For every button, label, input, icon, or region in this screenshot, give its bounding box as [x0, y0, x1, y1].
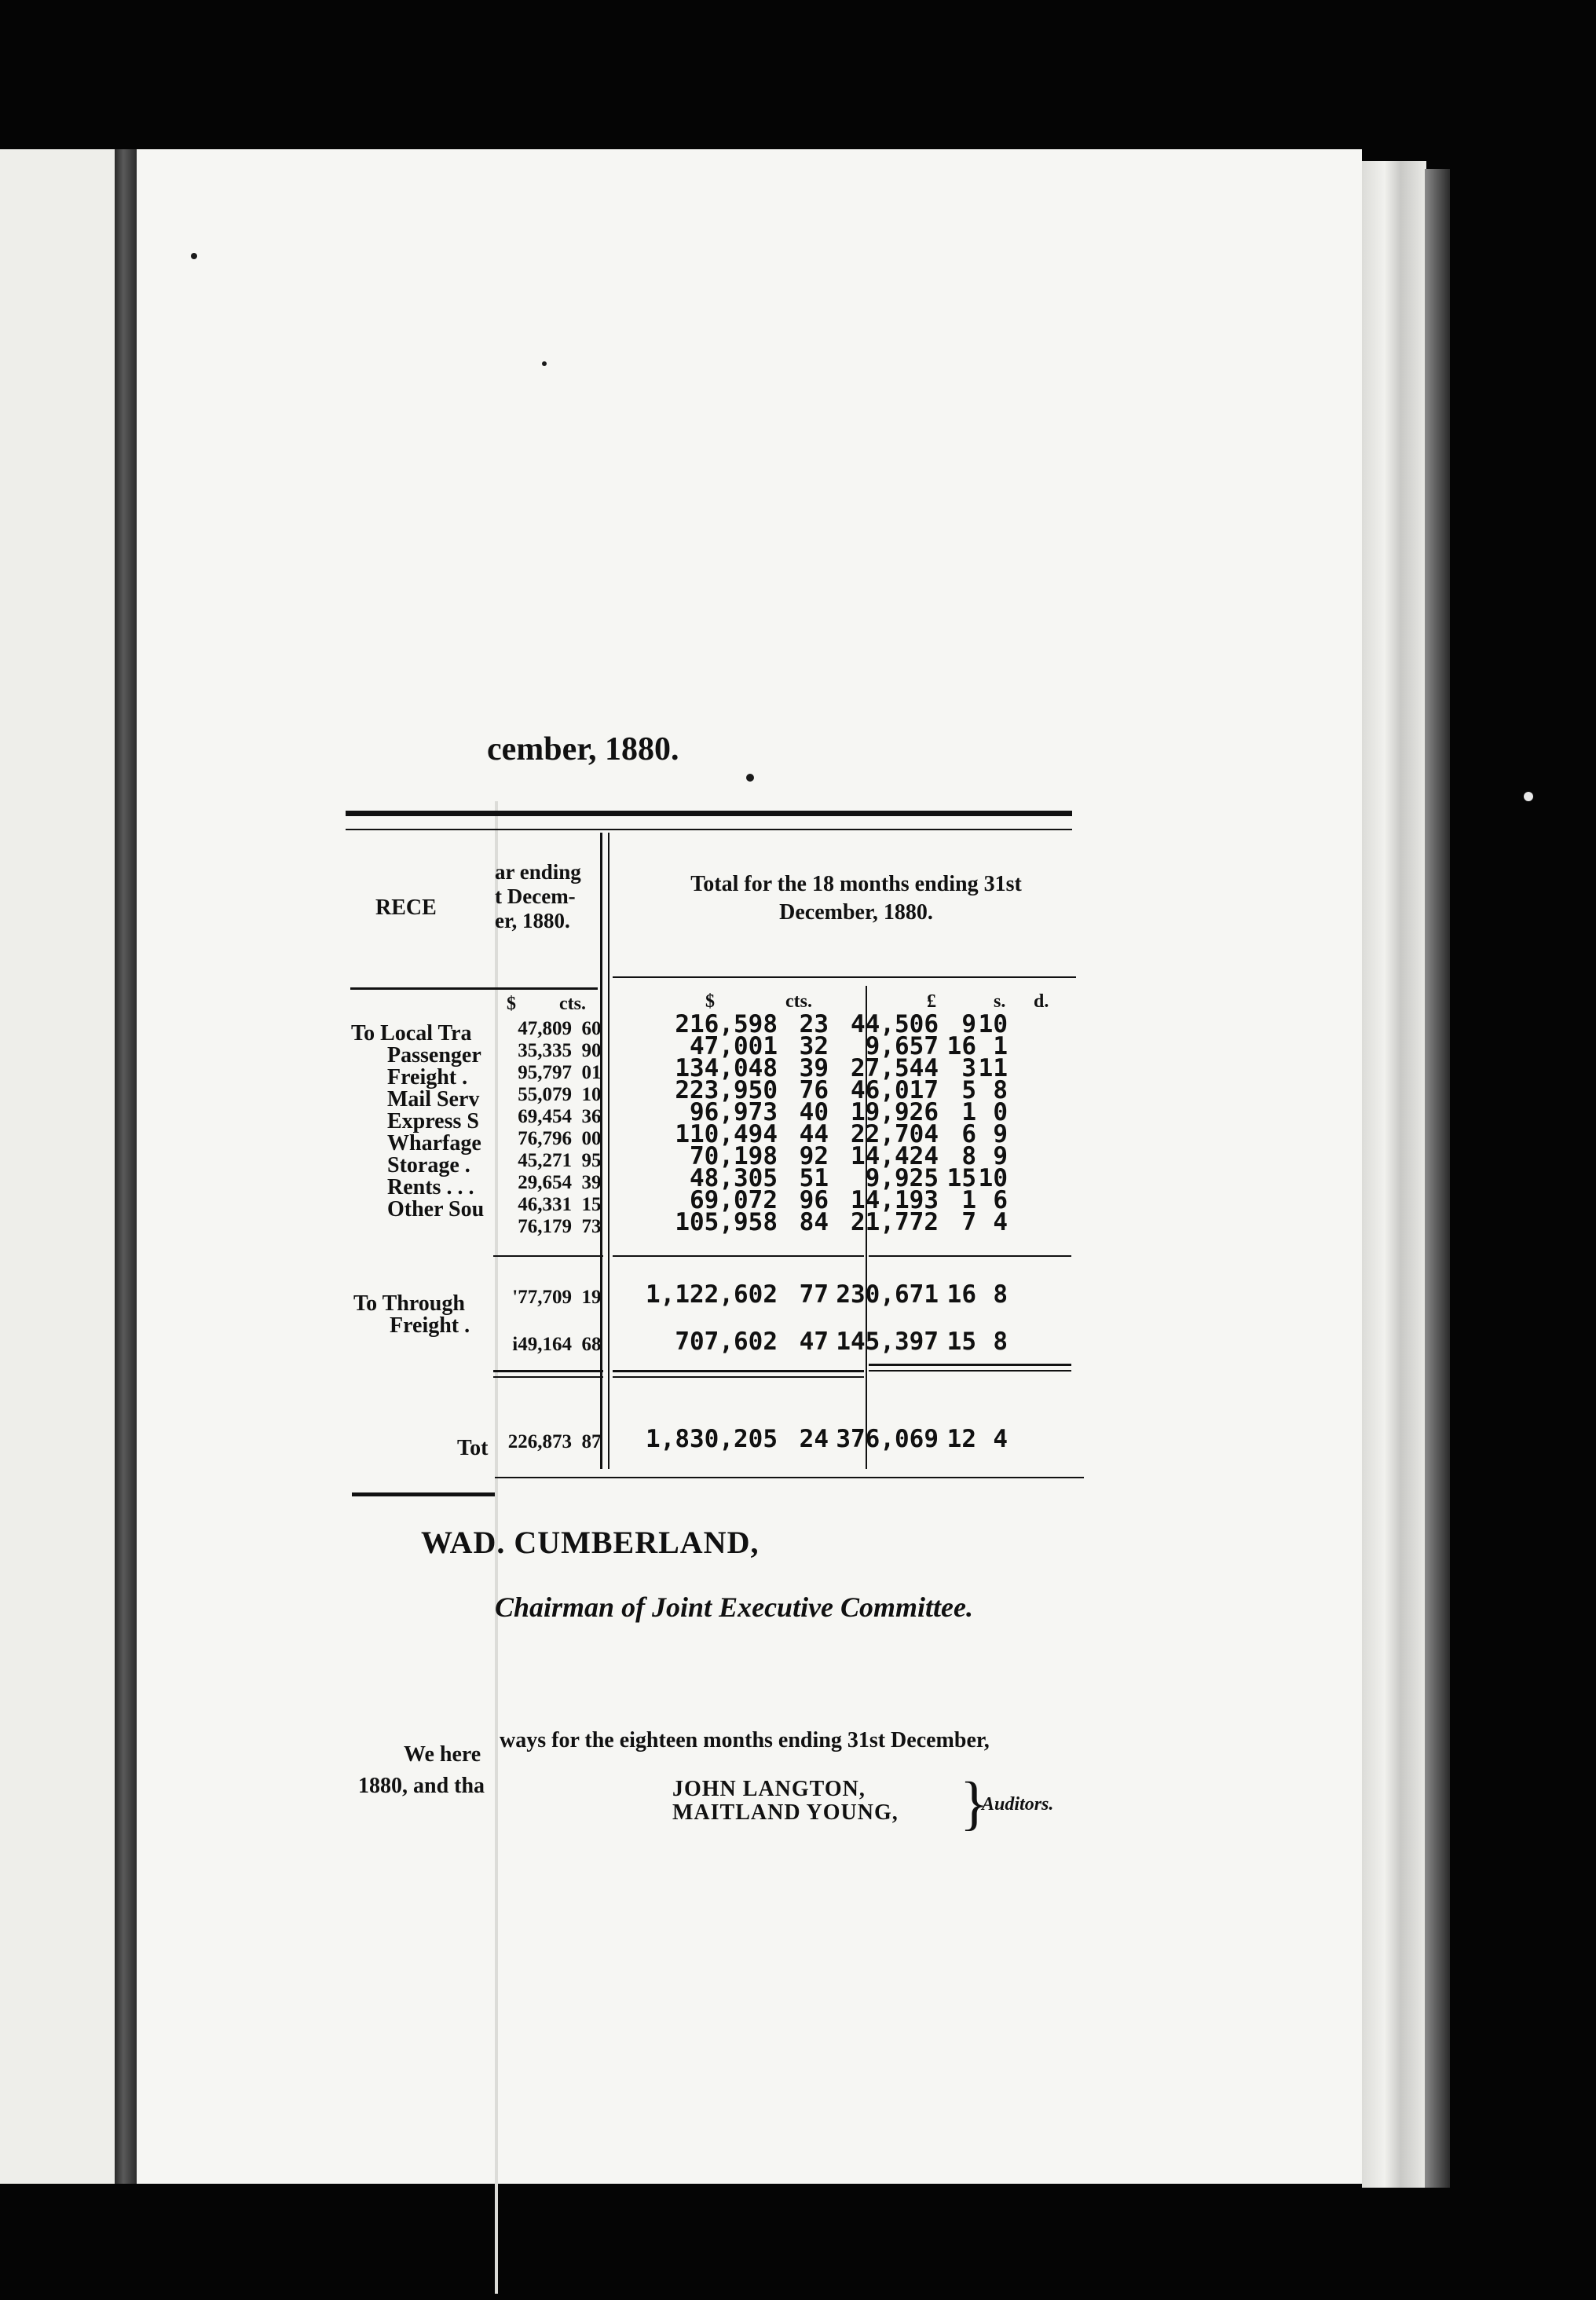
- amount-pence: 6: [993, 1186, 1008, 1214]
- amount-pounds: 44,506: [851, 1010, 939, 1038]
- header-line: t Decem-: [495, 884, 576, 908]
- header-rule: [613, 976, 1076, 978]
- amount-pounds: 27,544: [851, 1054, 939, 1082]
- unit-dollar: $: [507, 994, 516, 1014]
- row-label: Freight .: [387, 1065, 468, 1090]
- through-labels: [353, 1293, 470, 1337]
- total-rule: [869, 1370, 1071, 1372]
- row-label: Other Sou: [387, 1197, 485, 1221]
- amount-dollars: 46,331: [518, 1194, 572, 1215]
- row-label: Storage .: [387, 1153, 470, 1177]
- amount-pounds: 230,671: [836, 1280, 939, 1309]
- bottom-rule: [352, 1492, 495, 1496]
- certificate-text: 1880, and tha: [358, 1774, 485, 1798]
- amount-pence: 10: [978, 1164, 1008, 1192]
- amount-cents: 96: [799, 1186, 829, 1214]
- amount-pence: 4: [993, 1425, 1008, 1453]
- amount-dollars: 707,602: [675, 1328, 778, 1356]
- amount-cents: 44: [799, 1120, 829, 1148]
- total-label: Tot: [457, 1436, 489, 1460]
- top-rule: [346, 811, 1072, 816]
- amount-cents: 36: [581, 1106, 602, 1127]
- fold-shadow: [1425, 169, 1450, 2188]
- page-stack-edge: [1362, 161, 1426, 2188]
- amount-cents: 95: [581, 1150, 602, 1171]
- amount-cents: 15: [581, 1194, 602, 1215]
- amount-cents: 01: [581, 1062, 602, 1083]
- total-rule: [493, 1376, 603, 1378]
- amount-pence: 8: [993, 1280, 1008, 1309]
- unit-pence: d.: [1034, 991, 1049, 1012]
- amount-dollars: 70,198: [690, 1142, 778, 1170]
- page-title: cember, 1880.: [487, 731, 679, 767]
- amount-cents: 60: [581, 1018, 602, 1039]
- row-label: To Local Tra: [351, 1021, 472, 1046]
- amount-dollars: 45,271: [518, 1150, 572, 1171]
- amount-dollars: 47,001: [690, 1032, 778, 1060]
- amount-cents: 19: [581, 1287, 602, 1308]
- amount-pounds: 14,193: [851, 1186, 939, 1214]
- row-label: Freight .: [390, 1313, 470, 1338]
- header-rule: [350, 987, 598, 990]
- column-header-year: [495, 860, 581, 933]
- row-label: To Through: [353, 1291, 465, 1316]
- amount-cents: 47: [799, 1328, 829, 1356]
- amount-dollars: 105,958: [675, 1208, 778, 1236]
- amount-pence: 1: [993, 1032, 1008, 1060]
- amount-dollars: 35,335: [518, 1040, 572, 1061]
- amount-cents: 51: [799, 1164, 829, 1192]
- amount-dollars: '77,709: [512, 1287, 572, 1308]
- amount-dollars: i49,164: [512, 1334, 572, 1355]
- amount-dollars: 48,305: [690, 1164, 778, 1192]
- year-column-values: [493, 1018, 611, 1238]
- amount-pounds: 46,017: [851, 1076, 939, 1104]
- amount-dollars: 76,179: [518, 1216, 572, 1237]
- amount-dollars: 69,072: [690, 1186, 778, 1214]
- amount-pence: 9: [993, 1142, 1008, 1170]
- subtotal-rule: [493, 1255, 603, 1257]
- unit-dollar: $: [705, 991, 715, 1012]
- table-row: [493, 1062, 611, 1084]
- amount-cents: 24: [799, 1425, 829, 1453]
- amount-shillings: 6: [961, 1120, 976, 1148]
- amount-cents: 87: [581, 1431, 602, 1452]
- table-row: [493, 1172, 611, 1194]
- unit-cents: cts.: [559, 994, 586, 1014]
- auditor-name: JOHN LANGTON,: [672, 1777, 866, 1801]
- table-row: [493, 1216, 611, 1238]
- amount-pounds: 19,926: [851, 1098, 939, 1126]
- table-row: [613, 1280, 1008, 1309]
- amount-shillings: 8: [961, 1142, 976, 1170]
- table-row: [493, 1287, 611, 1309]
- amount-cents: 39: [581, 1172, 602, 1193]
- total-row: [613, 1425, 1008, 1453]
- amount-dollars: 29,654: [518, 1172, 572, 1193]
- amount-pounds: 21,772: [851, 1208, 939, 1236]
- amount-cents: 00: [581, 1128, 602, 1149]
- ink-speck: [1524, 792, 1533, 801]
- amount-dollars: 1,122,602: [646, 1280, 778, 1309]
- total-rule: [613, 1376, 864, 1378]
- amount-cents: 40: [799, 1098, 829, 1126]
- table-row: [493, 1128, 611, 1150]
- amount-pence: 8: [993, 1328, 1008, 1356]
- brace-icon: }: [960, 1771, 989, 1837]
- amount-cents: 76: [799, 1076, 829, 1104]
- amount-dollars: 95,797: [518, 1062, 572, 1083]
- row-label: Passenger: [387, 1043, 481, 1068]
- subtotal-rule: [613, 1255, 864, 1257]
- total-rule: [869, 1364, 1071, 1366]
- amount-cents: 32: [799, 1032, 829, 1060]
- amount-cents: 90: [581, 1040, 602, 1061]
- ink-speck: [746, 774, 754, 782]
- amount-dollars: 55,079: [518, 1084, 572, 1105]
- unit-pounds: £: [927, 991, 936, 1012]
- amount-pence: 8: [993, 1076, 1008, 1104]
- total-rule: [493, 1370, 603, 1372]
- amount-dollars: 134,048: [675, 1054, 778, 1082]
- table-row: [613, 1328, 1008, 1356]
- ink-speck: [542, 361, 547, 366]
- amount-pence: 10: [978, 1010, 1008, 1038]
- amount-dollars: 76,796: [518, 1128, 572, 1149]
- amount-shillings: 1: [961, 1098, 976, 1126]
- amount-shillings: 7: [961, 1208, 976, 1236]
- amount-shillings: 16: [946, 1280, 976, 1309]
- row-label: Mail Serv: [387, 1087, 480, 1112]
- total-18-months-header: Total for the 18 months ending 31st December, 1880.: [690, 872, 1022, 925]
- header-line: ar ending: [495, 860, 581, 884]
- row-label: Express S: [387, 1109, 479, 1134]
- amount-shillings: 16: [946, 1032, 976, 1060]
- ink-speck: [191, 253, 197, 259]
- amount-pence: 4: [993, 1208, 1008, 1236]
- amount-shillings: 12: [946, 1425, 976, 1453]
- total-rule: [613, 1370, 864, 1372]
- amount-cents: 10: [581, 1084, 602, 1105]
- amount-pounds: 22,704: [851, 1120, 939, 1148]
- total-row: [493, 1431, 611, 1453]
- amount-pounds: 145,397: [836, 1328, 939, 1356]
- amount-pence: 9: [993, 1120, 1008, 1148]
- amount-dollars: 226,873: [507, 1431, 572, 1452]
- amount-pence: 0: [993, 1098, 1008, 1126]
- amount-pounds: 376,069: [836, 1425, 939, 1453]
- amount-pounds: 14,424: [851, 1142, 939, 1170]
- amount-cents: 84: [799, 1208, 829, 1236]
- receipts-header: RECE: [375, 895, 437, 920]
- unit-cents: cts.: [785, 991, 812, 1012]
- top-rule-thin: [346, 829, 1072, 830]
- bottom-rule: [495, 1477, 1084, 1478]
- amount-pounds: 9,657: [865, 1032, 939, 1060]
- amount-shillings: 15: [946, 1164, 976, 1192]
- local-labels: [351, 1023, 484, 1221]
- auditor-name: MAITLAND YOUNG,: [672, 1800, 899, 1825]
- total-column-values: [613, 1010, 1008, 1236]
- amount-dollars: 1,830,205: [646, 1425, 778, 1453]
- row-label: Rents . . .: [387, 1175, 474, 1199]
- table-row: [493, 1150, 611, 1172]
- subtotal-rule: [869, 1255, 1071, 1257]
- amount-pounds: 9,925: [865, 1164, 939, 1192]
- amount-dollars: 69,454: [518, 1106, 572, 1127]
- amount-cents: 39: [799, 1054, 829, 1082]
- row-label: Wharfage: [387, 1131, 481, 1155]
- table-row: [493, 1106, 611, 1128]
- amount-dollars: 96,973: [690, 1098, 778, 1126]
- certificate-text: ways for the eighteen months ending 31st December,: [500, 1728, 990, 1752]
- table-row: [493, 1194, 611, 1216]
- amount-cents: 73: [581, 1216, 602, 1237]
- amount-cents: 68: [581, 1334, 602, 1355]
- amount-shillings: 9: [961, 1010, 976, 1038]
- amount-shillings: 15: [946, 1328, 976, 1356]
- amount-shillings: 1: [961, 1186, 976, 1214]
- table-row: [493, 1334, 611, 1356]
- table-row: [493, 1018, 611, 1040]
- amount-cents: 77: [799, 1280, 829, 1309]
- amount-dollars: 110,494: [675, 1120, 778, 1148]
- unit-shillings: s.: [994, 991, 1006, 1012]
- amount-dollars: 223,950: [675, 1076, 778, 1104]
- certificate-text: We here: [404, 1742, 481, 1767]
- amount-shillings: 3: [961, 1054, 976, 1082]
- amount-shillings: 5: [961, 1076, 976, 1104]
- book-binding: [115, 149, 137, 2184]
- auditors-label: Auditors.: [982, 1794, 1054, 1815]
- table-row: [493, 1040, 611, 1062]
- amount-dollars: 216,598: [675, 1010, 778, 1038]
- table-row: [493, 1084, 611, 1106]
- amount-dollars: 47,809: [518, 1018, 572, 1039]
- table-row: [613, 1208, 1008, 1236]
- header-line: er, 1880.: [495, 909, 570, 932]
- left-page-edge: [0, 149, 118, 2184]
- amount-cents: 92: [799, 1142, 829, 1170]
- signatory-title: Chairman of Joint Executive Committee.: [495, 1591, 974, 1623]
- signatory-name: WAD. CUMBERLAND,: [421, 1525, 760, 1560]
- amount-pence: 11: [978, 1054, 1008, 1082]
- amount-cents: 23: [799, 1010, 829, 1038]
